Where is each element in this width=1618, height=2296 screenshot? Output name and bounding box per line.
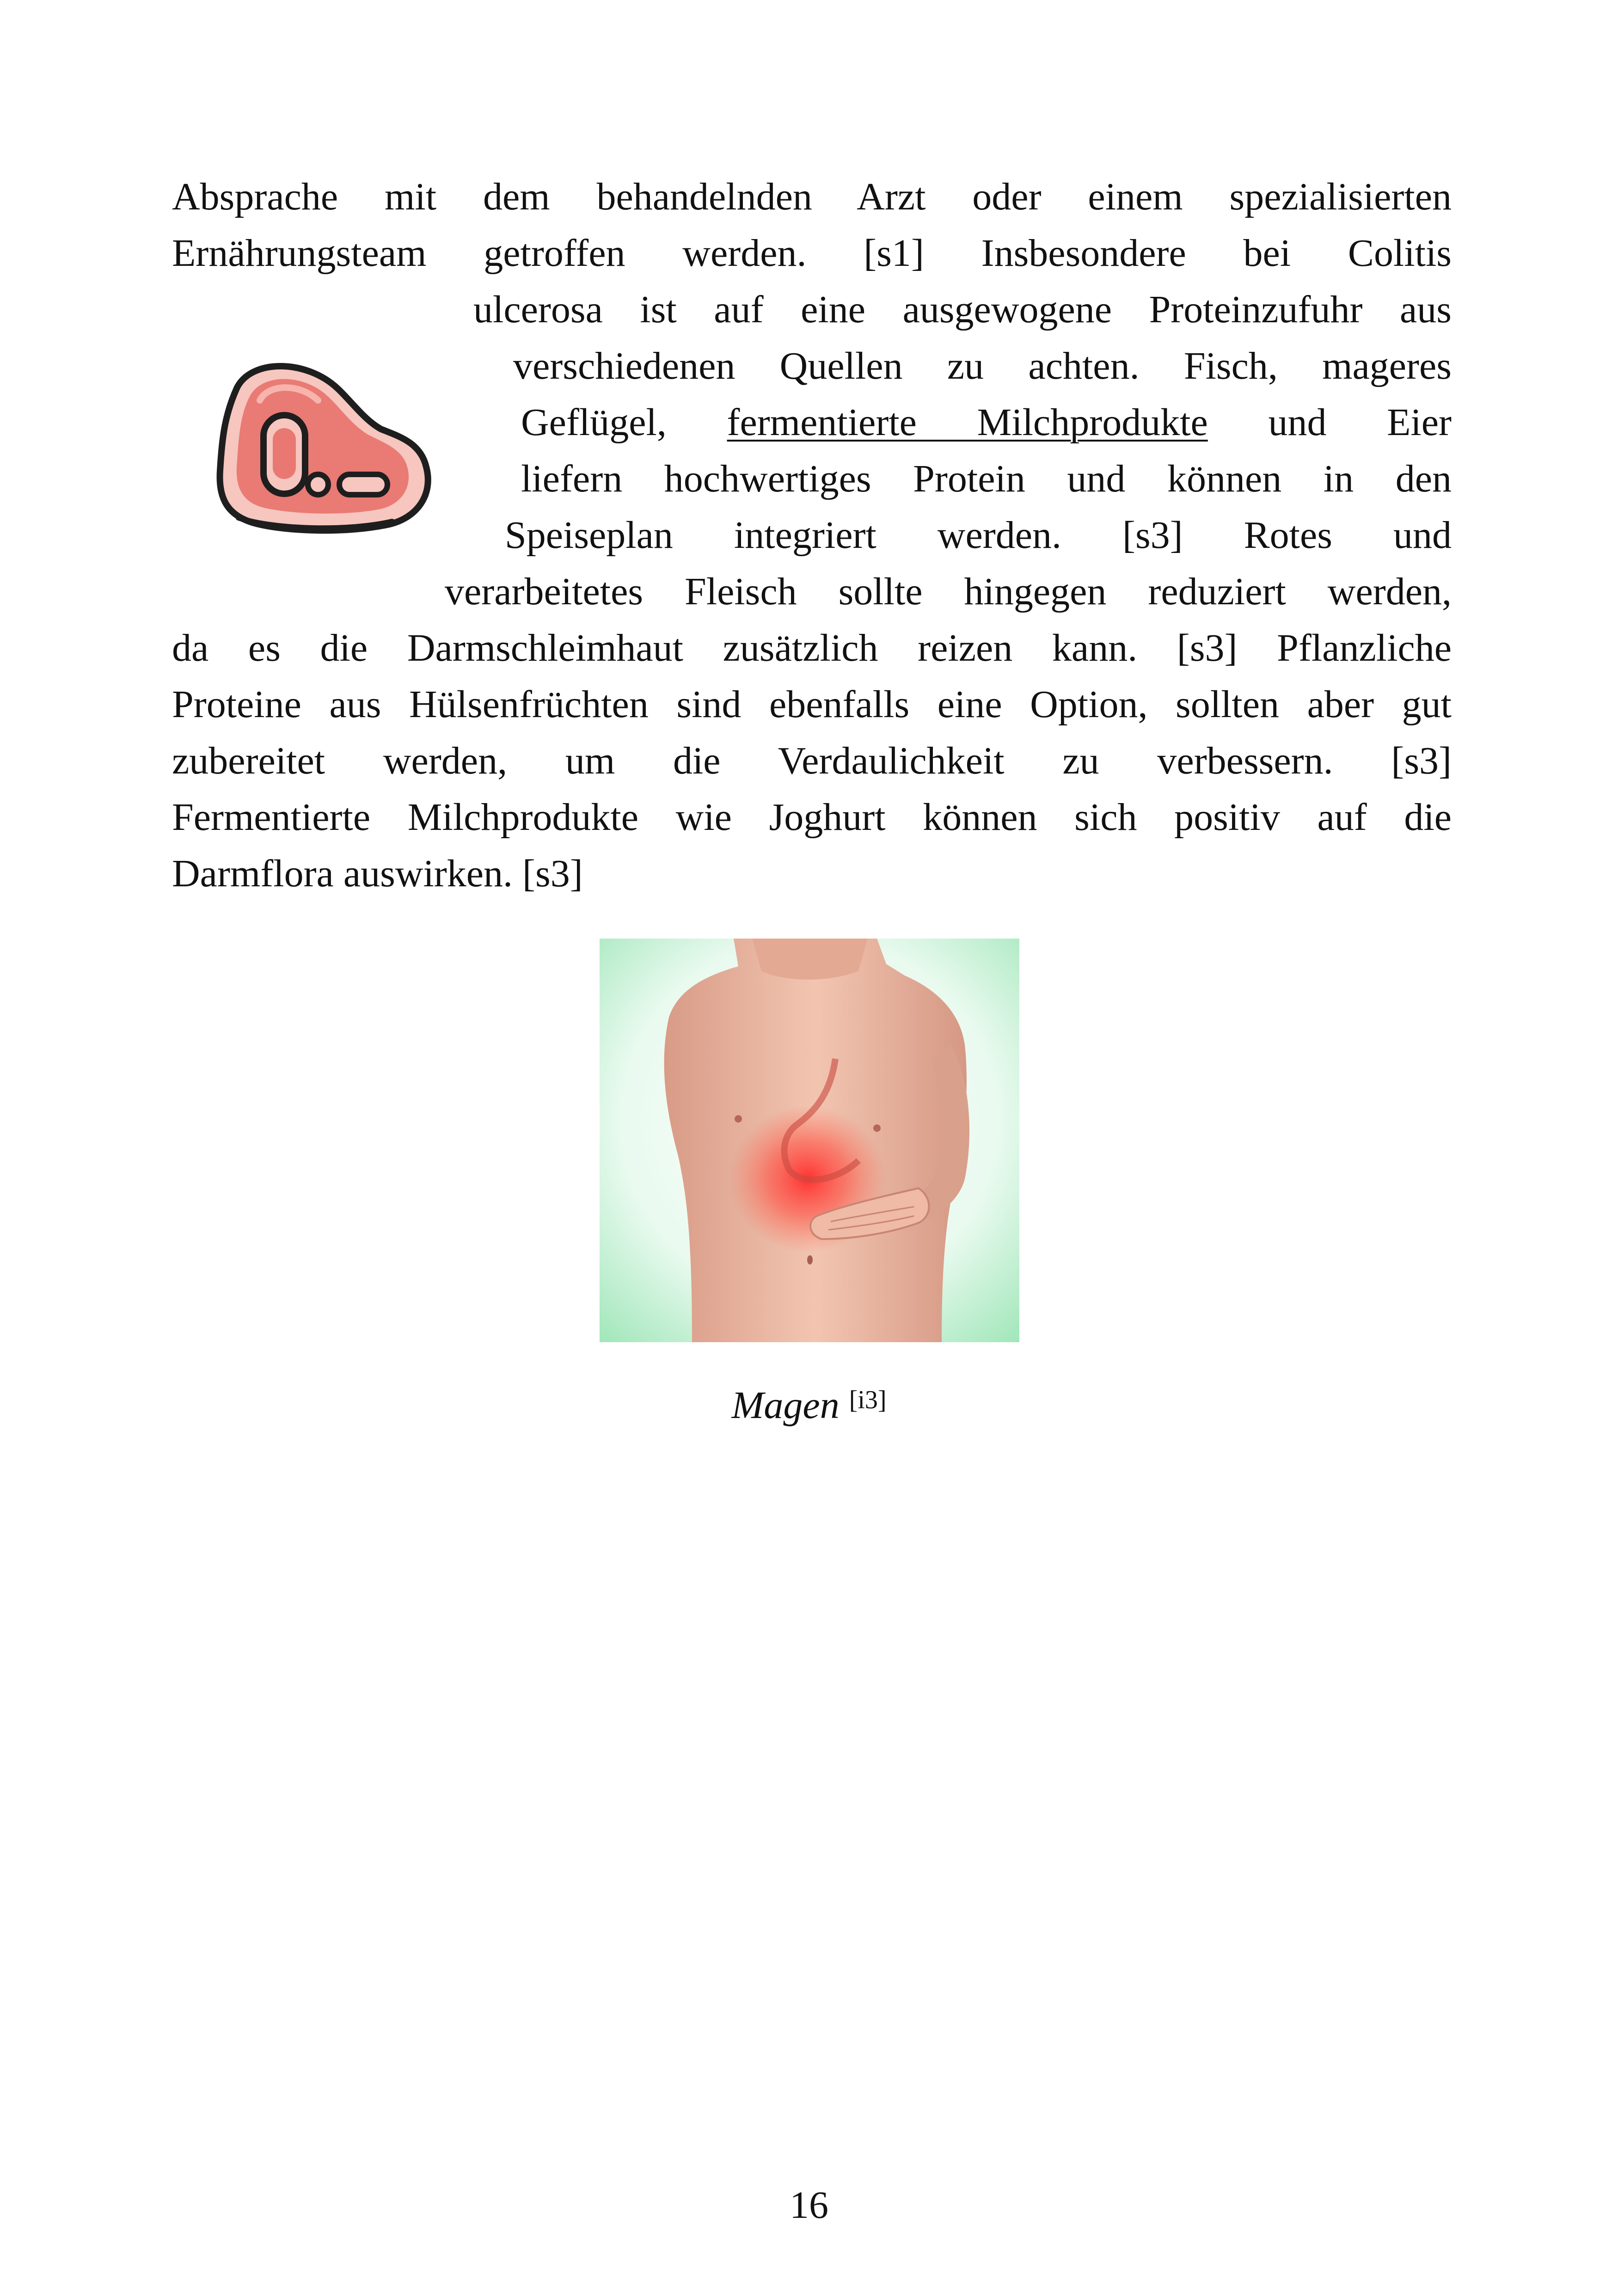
text-line: verschiedenen Quellen zu achten. Fisch, mageres bbox=[513, 344, 1452, 387]
text-line: zubereitet werden, um die Verdaulichkeit zu verbessern. [s3] bbox=[172, 739, 1452, 782]
page-number: 16 bbox=[790, 2184, 828, 2227]
text-line: Ernährungsteam getroffen werden. [s1] Insbesondere bei Colitis bbox=[172, 232, 1452, 275]
text-line: Darmflora auswirken. [s3] bbox=[172, 852, 583, 895]
text-line: verarbeitetes Fleisch sollte hingegen reduziert werden, bbox=[445, 570, 1452, 613]
text-line: ulcerosa ist auf eine ausgewogene Proteinzufuhr aus bbox=[473, 288, 1452, 331]
text-fragment: Geflügel, bbox=[521, 401, 667, 444]
fermentierte-milchprodukte-link[interactable]: fermentierte Milchprodukte bbox=[727, 401, 1208, 444]
text-fragment: und Eier bbox=[1268, 401, 1452, 444]
caption-reference: [i3] bbox=[849, 1386, 887, 1414]
figure-caption bbox=[0, 1382, 1618, 1429]
text-line: liefern hochwertiges Protein und können in den bbox=[521, 457, 1452, 500]
caption-text: Magen bbox=[731, 1384, 840, 1427]
text-line: Proteine aus Hülsenfrüchten sind ebenfalls eine Option, sollten aber gut bbox=[172, 683, 1452, 726]
stomach-photo bbox=[600, 939, 1019, 1342]
text-fragment: Rotes und bbox=[1244, 514, 1452, 557]
text-line: Fermentierte Milchprodukte wie Joghurt können sich positiv auf die bbox=[172, 796, 1452, 839]
text-line: Absprache mit dem behandelnden Arzt oder einem spezialisierten bbox=[172, 175, 1452, 218]
text-line bbox=[521, 394, 1452, 451]
meat-steak-icon bbox=[209, 346, 440, 545]
text-fragment: Speiseplan integriert werden. [s3] bbox=[505, 514, 1183, 557]
text-line: da es die Darmschleimhaut zusätzlich reizen kann. [s3] Pflanzliche bbox=[172, 626, 1452, 669]
text-line bbox=[505, 507, 1452, 564]
